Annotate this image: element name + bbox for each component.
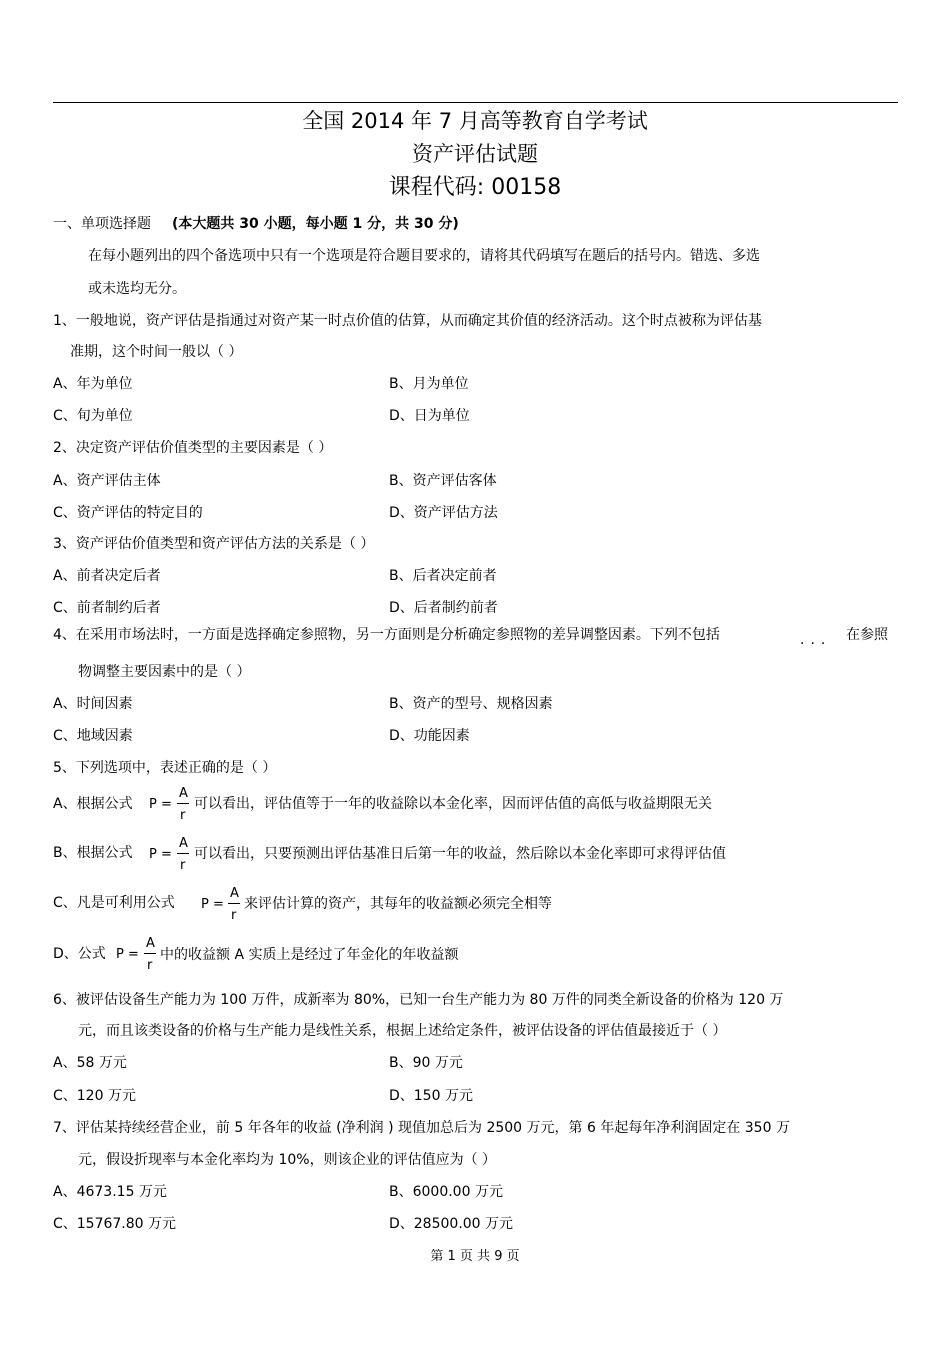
formula-denominator: r [180,808,186,823]
option-d: D、功能因素 [389,728,470,744]
formula-denominator: r [180,858,186,873]
option-c: C、15767.80 万元 [53,1216,177,1232]
option-d: D、公式 [53,946,106,962]
option-c: C、凡是可利用公式 [53,895,175,911]
formula-numerator: A [146,936,155,951]
option-a: A、资产评估主体 [53,473,161,489]
question-stem: 准期，这个时间一般以（ ） [70,344,243,360]
option-b: B、资产评估客体 [389,473,497,489]
option-c: C、地域因素 [53,728,133,744]
formula-denominator: r [147,958,153,973]
question-stem: 4、在采用市场法时，一方面是选择确定参照物，另一方面则是分析确定参照物的差异调整因素。下列不包括 [53,627,720,643]
option-b: B、6000.00 万元 [389,1184,503,1200]
option-d: D、150 万元 [389,1088,473,1104]
fraction-bar [144,953,156,954]
formula-numerator: A [230,886,239,901]
instruction-line: 或未选均无分。 [88,281,186,297]
question-stem: 7、评估某持续经营企业，前 5 年各年的收益 (净利润 ) 现值加总后为 2500 万元，第 6 年起每年净利润固定在 350 万 [53,1120,790,1136]
option-d-text: 中的收益额 A 实质上是经过了年金化的年收益额 [160,947,459,963]
question-stem: 物调整主要因素中的是（ ） [78,664,251,680]
option-d: D、28500.00 万元 [389,1216,514,1232]
course-code: 课程代码: 00158 [388,175,562,200]
option-c: C、前者制约后者 [53,600,161,616]
formula-numerator: A [179,786,188,801]
option-d: D、日为单位 [389,408,470,424]
option-d: D、资产评估方法 [389,505,498,521]
question-stem: 6、被评估设备生产能力为 100 万件，成新率为 80%，已知一台生产能力为 80 万件的同类全新设备的价格为 120 万 [53,992,784,1008]
formula-denominator: r [231,908,237,923]
formula-p: P = [116,947,139,962]
option-b-text: 可以看出，只要预测出评估基准日后第一年的收益，然后除以本金化率即可求得评估值 [194,846,726,862]
formula-p: P = [149,797,172,812]
fraction-bar [177,803,189,804]
option-c-text: 来评估计算的资产，其每年的收益额必须完全相等 [244,896,552,912]
question-stem: 在参照 [846,627,888,643]
formula-p: P = [201,897,224,912]
question-stem: 3、资产评估价值类型和资产评估方法的关系是（ ） [53,536,375,552]
option-a: A、年为单位 [53,376,133,392]
option-a: A、根据公式 [53,796,133,812]
option-a: A、58 万元 [53,1055,127,1071]
page-number: 第 1 页 共 9 页 [430,1249,520,1264]
question-stem: 2、决定资产评估价值类型的主要因素是（ ） [53,440,333,456]
question-stem: 5、下列选项中，表述正确的是（ ） [53,760,277,776]
question-stem: 元，而且该类设备的价格与生产能力是线性关系，根据上述给定条件，被评估设备的评估值最接近于（ ） [78,1023,727,1039]
emphasis-dots: ... [800,632,832,648]
option-b: B、后者决定前者 [389,568,497,584]
formula-numerator: A [179,836,188,851]
fraction-bar [177,853,189,854]
option-b: B、根据公式 [53,845,133,861]
option-d: D、后者制约前者 [389,600,498,616]
top-rule [53,102,898,103]
option-c: C、资产评估的特定目的 [53,505,203,521]
option-b: B、月为单位 [389,376,469,392]
option-a: A、时间因素 [53,696,133,712]
option-a-text: 可以看出，评估值等于一年的收益除以本金化率，因而评估值的高低与收益期限无关 [194,796,712,812]
question-stem: 元，假设折现率与本金化率均为 10%，则该企业的评估值应为（ ） [78,1152,497,1168]
formula-p: P = [149,847,172,862]
instruction-line: 在每小题列出的四个备选项中只有一个选项是符合题目要求的，请将其代码填写在题后的括号内。错选、多选 [88,248,760,264]
option-c: C、旬为单位 [53,408,133,424]
fraction-bar [228,903,240,904]
section-heading-note: (本大题共 30 小题，每小题 1 分，共 30 分) [172,216,459,232]
option-b: B、资产的型号、规格因素 [389,696,553,712]
exam-subject: 资产评估试题 [412,142,538,166]
exam-title: 全国 2014 年 7 月高等教育自学考试 [302,109,648,133]
section-heading: 一、单项选择题 [53,216,151,232]
option-b: B、90 万元 [389,1055,463,1071]
option-c: C、120 万元 [53,1088,136,1104]
option-a: A、前者决定后者 [53,568,161,584]
option-a: A、4673.15 万元 [53,1184,167,1200]
question-stem: 1、一般地说，资产评估是指通过对资产某一时点价值的估算，从而确定其价值的经济活动。这个时点被称为评估基 [53,313,762,329]
